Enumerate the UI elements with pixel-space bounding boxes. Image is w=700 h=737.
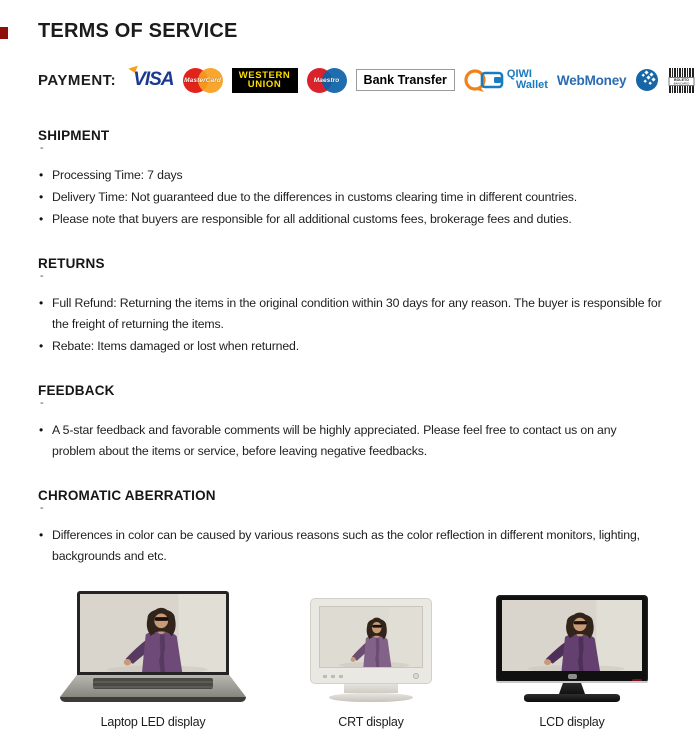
laptop-base-edge [60,697,246,702]
boleto-word-top: BOLETO [674,77,690,82]
laptop-led-display-figure [60,591,246,729]
crt-button [331,675,335,678]
chromatic-bullet-list [38,525,662,567]
visa-wordmark: VISA [129,69,173,91]
section-returns [38,256,662,357]
bank-transfer-badge: Bank Transfer [356,69,455,91]
bullet-item: • Processing Time: 7 days [38,165,662,186]
lcd-display-figure [496,595,648,729]
section-feedback [38,383,662,462]
bullet-item: • Delivery Time: Not guaranteed due to the differences in customs clearing time in different countries. [38,187,662,208]
webmoney-globe-icon [635,68,659,92]
qiwi-wallet-logo [464,67,548,93]
display-comparison-row [60,591,648,729]
returns-heading: RETURNS [38,256,105,271]
laptop-screen [77,591,229,675]
mastercard-logo [183,68,223,93]
returns-bullet-list [38,293,662,357]
page-title: TERMS OF SERVICE [38,20,238,42]
shipment-bullet-list [38,165,662,230]
maestro-logo [307,68,347,93]
laptop-keyboard-deck [60,675,246,697]
crt-power-button [413,673,419,679]
crt-pedestal-neck [344,684,398,693]
lcd-bottom-strip [496,681,648,683]
crt-display-figure [310,598,432,729]
terms-of-service-page [0,20,700,737]
lcd-frame [496,595,648,683]
heading-dash: - [40,270,44,282]
western-union-logo [232,68,298,93]
feedback-bullet-list [38,420,662,462]
boleto-barcode-icon [668,67,695,94]
heading-dash: - [40,142,44,154]
feedback-heading: FEEDBACK [38,383,115,398]
webmoney-wordmark: WebMoney [556,72,627,88]
crt-button [339,675,343,678]
bullet-item: • Please note that buyers are responsible for all additional customs fees, brokerage fees and duties. [38,209,662,230]
visa-logo [129,69,173,91]
chromatic-aberration-heading: CHROMATIC ABERRATION [38,488,216,503]
webmoney-globe-logo [635,68,659,92]
lg-logo [568,674,577,679]
lcd-stand-neck [559,683,585,694]
boleto-word-bottom: BANCARIO [674,81,690,86]
payment-methods-row [38,64,700,96]
lcd-caption: LCD display [539,715,605,729]
crt-body [310,598,432,684]
shipment-heading: SHIPMENT [38,128,110,143]
crt-pedestal-base [329,693,413,702]
section-chromatic-aberration [38,488,662,567]
bullet-item: • Differences in color can be caused by various reasons such as the color reflection in different monitors, lighting, backgrounds and etc. [38,525,662,567]
heading-dash: - [40,397,44,409]
lcd-bezel-chin [502,673,642,680]
corner-red-artifact [0,27,8,39]
bullet-item: • A 5-star feedback and favorable comments will be highly appreciated. Please feel free to contact us on any problem about the items or service, before leaving negative feedbacks. [38,420,662,462]
qiwi-wallet-icon [464,67,504,93]
heading-dash: - [40,502,44,514]
qiwi-word-top: QIWI [506,68,532,80]
model-photo-lcd [502,600,642,671]
crt-button [323,675,327,678]
western-union-line2: UNION [247,79,282,90]
boleto-logo [668,67,695,94]
lcd-graphic [496,595,648,702]
lcd-stand-base [524,694,620,702]
laptop-graphic [60,591,246,702]
mastercard-wordmark: MasterCard [184,76,221,84]
maestro-wordmark: Maestro [313,76,340,84]
bullet-item: • Rebate: Items damaged or lost when returned. [38,336,662,357]
model-photo-crt [320,607,422,667]
crt-screen [319,606,423,668]
laptop-caption: Laptop LED display [100,715,206,729]
payment-label: PAYMENT: [38,71,117,89]
qiwi-wordmark [507,69,548,91]
bullet-item: • Full Refund: Returning the items in the original condition within 30 days for any reason. The buyer is responsible for the freight of returning the items. [38,293,662,335]
crt-caption: CRT display [338,715,404,729]
qiwi-word-bottom: Wallet [515,79,548,91]
western-union-line1: WESTERN [238,69,291,81]
model-photo-laptop [80,594,226,672]
crt-graphic [310,598,432,702]
section-shipment [38,128,662,230]
crt-control-strip [319,673,423,679]
